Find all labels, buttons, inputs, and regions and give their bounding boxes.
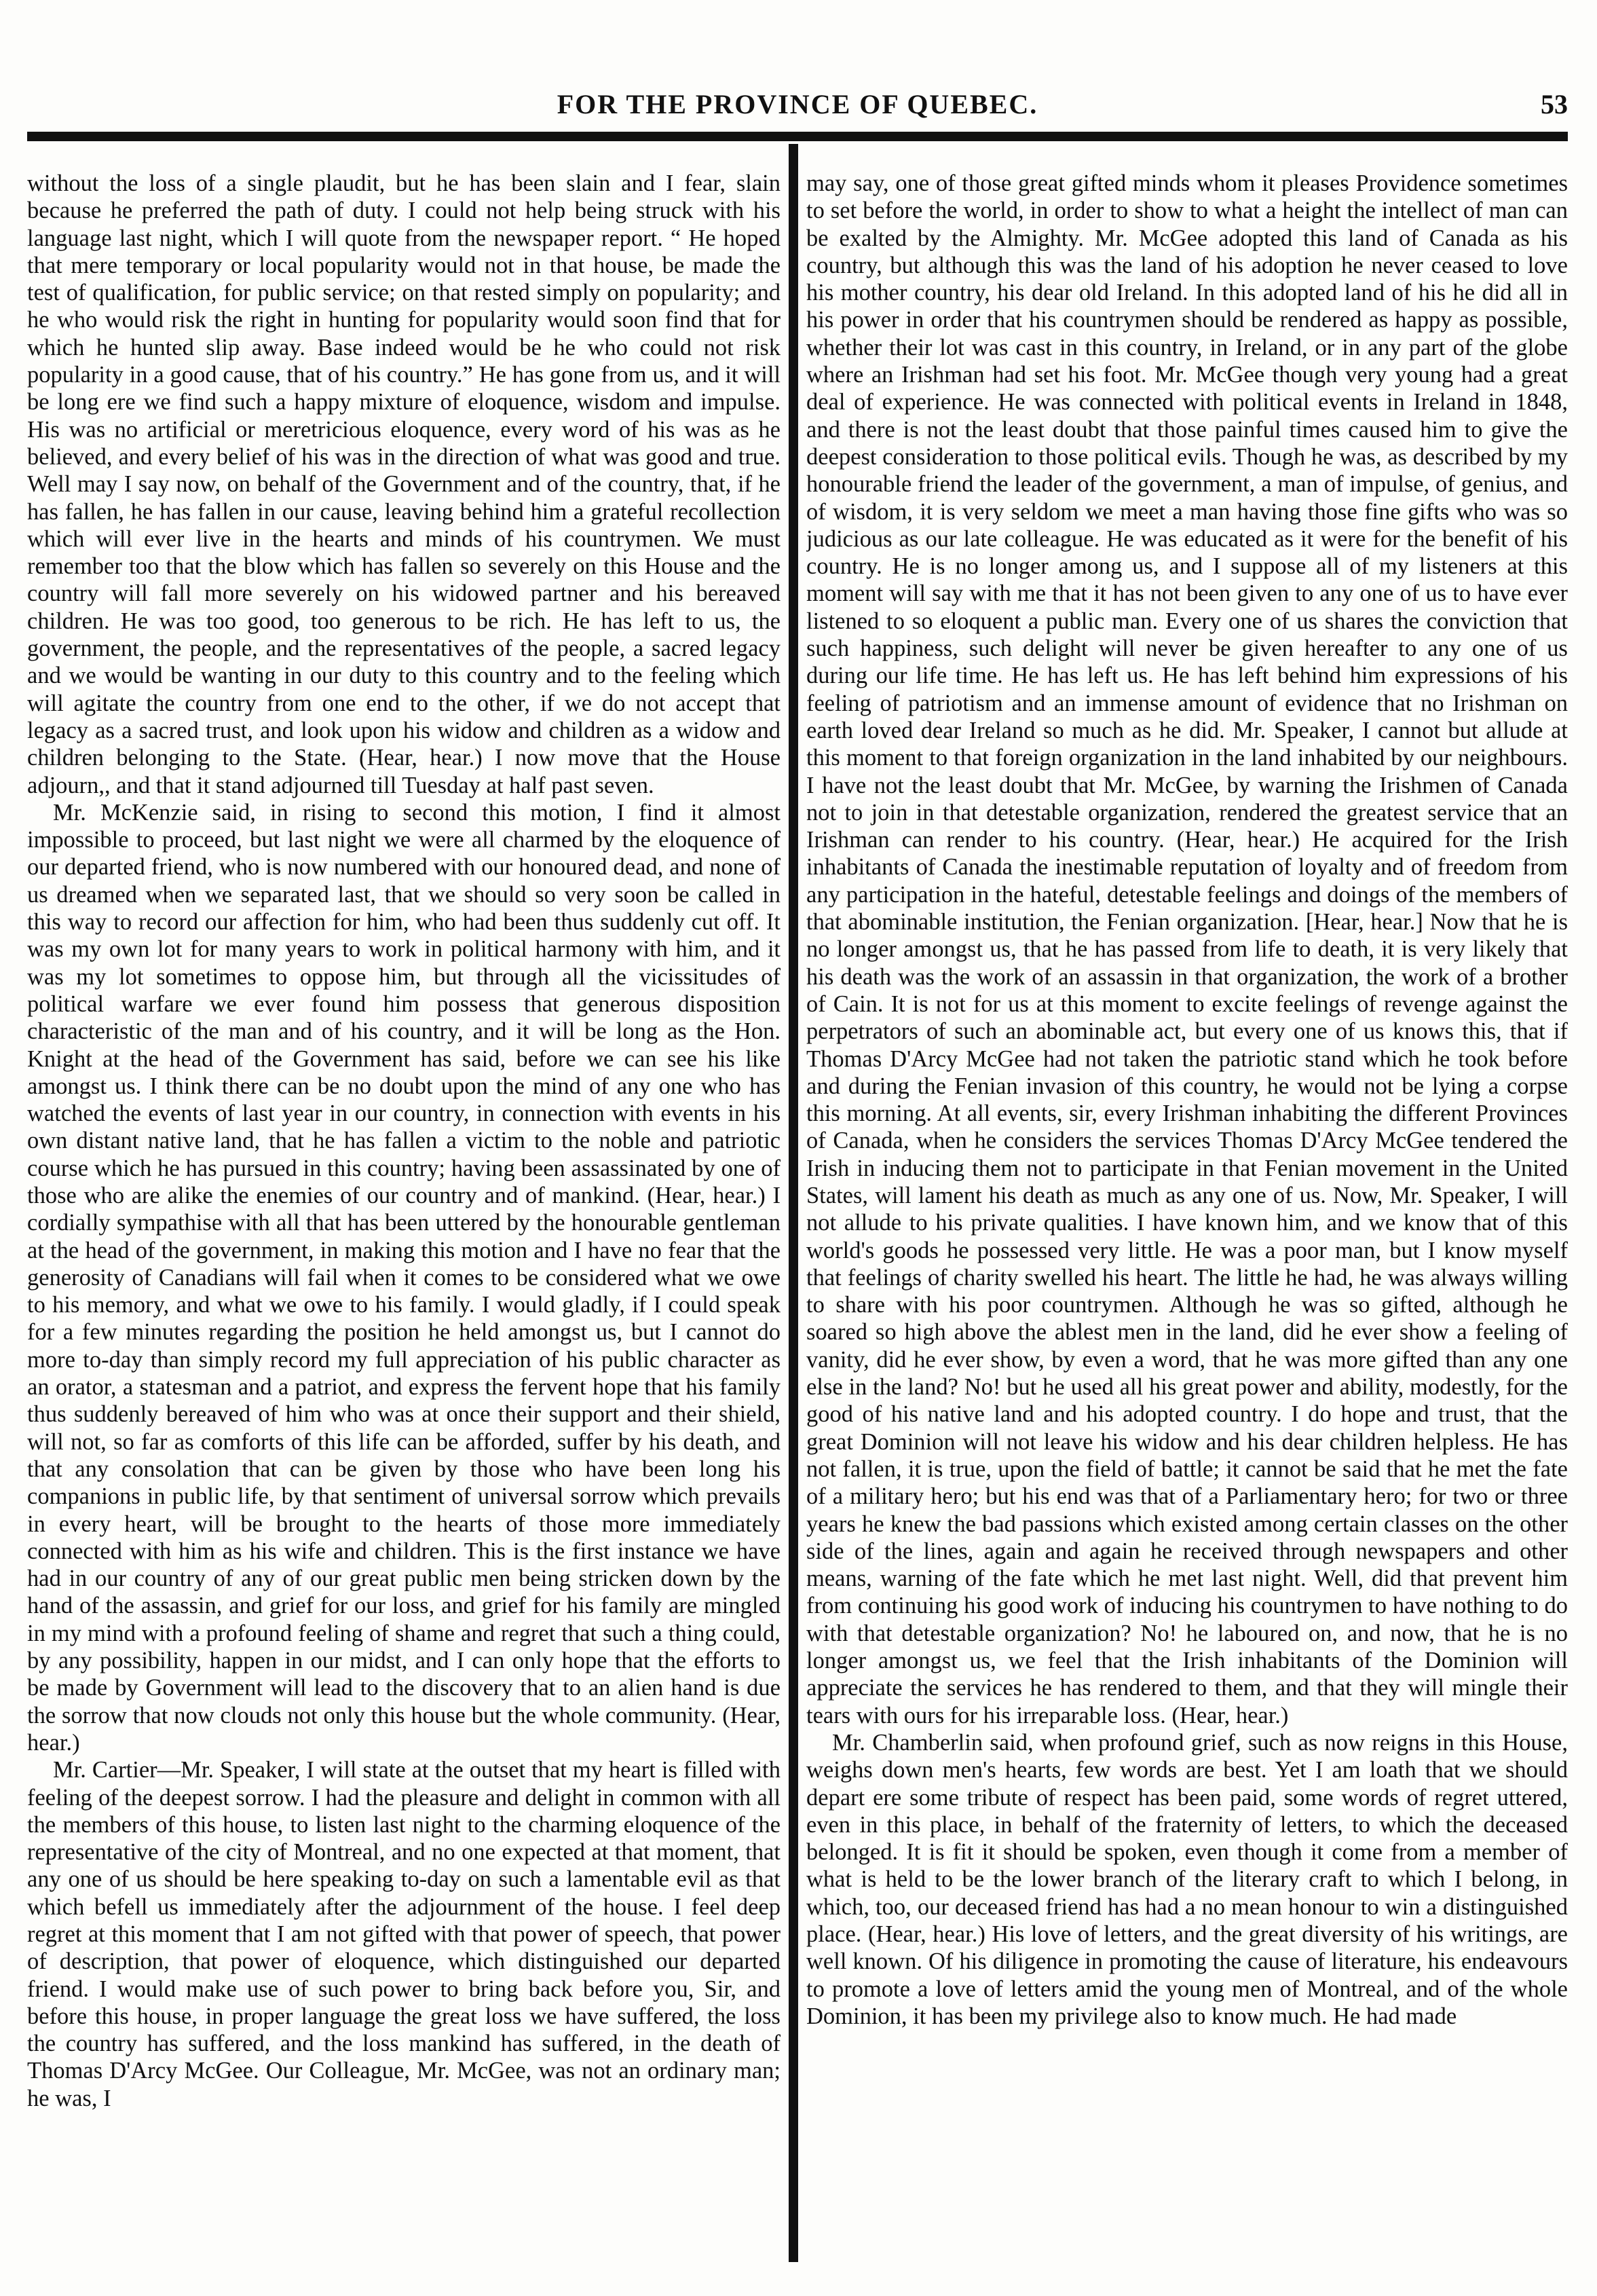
- right-column: [806, 170, 1568, 2254]
- paragraph-chamberlin-speech: Mr. Chamberlin said, when profound grief, such as now reigns in this House, weighs down men's hearts, few words are best. Yet I am loath that we should depart ere some tribute of respect has been paid, some words of regret uttered, even in this place, in behalf of the fraternity of letters, to which the deceased belonged. It is fit it should be spoken, even though it come from a member of what is held to be the lower branch of the literary craft to which I belong, in which, too, our deceased friend has had a no mean honour to win a distinguished place. (Hear, hear.) His love of letters, and the great diversity of his writings, are well known. Of his diligence in promoting the cause of literature, his endeavours to promote a love of letters amid the young men of Montreal, and of the whole Dominion, it has been my privilege also to know much. He had made: [806, 1729, 1568, 2029]
- page-number: 53: [1541, 89, 1568, 119]
- paragraph-mckenzie-speech: Mr. McKenzie said, in rising to second this motion, I find it almost impossible to proceed, but last night we were all charmed by the eloquence of our departed friend, who is now numbered with our honoured dead, and none of us dreamed when we separated last, that we should so very soon be called in this way to record our affection for him, who had been thus suddenly cut off. It was my own lot for many years to work in political harmony with him, and it was my lot sometimes to oppose him, but through all the vicissitudes of political warfare we ever found him possess that generous disposition characteristic of the man and of his country, and it will be long as the Hon. Knight at the head of the Government has said, before we can see his like amongst us. I think there can be no doubt upon the mind of any one who has watched the events of last year in our country, in connection with events in his own distant native land, that he has fallen a victim to the noble and patriotic course which he has pursued in this country; having been assassinated by one of those who are alike the enemies of our country and of mankind. (Hear, hear.) I cordially sympathise with all that has been uttered by the honourable gentleman at the head of the government, in making this motion and I have no fear that the generosity of Canadians will fail when it comes to be considered what we owe to his memory, and what we owe to his family. I would gladly, if I could speak for a few minutes regarding the position he held amongst us, but I cannot do more to-day than simply record my full appreciation of his public character as an orator, a statesman and a patriot, and express the fervent hope that his family thus suddenly bereaved of him who was at once their support and their shield, will not, so far as comforts of this life can be afforded, suffer by his death, and that any consolation that can be given by those who have been long his companions in public life, by that sentiment of universal sorrow which prevails in every heart, will be brought to the hearts of those more immediately connected with him as his wife and children. This is the first instance we have had in our country of any of our great public men being stricken down by the hand of the assassin, and grief for our loss, and grief for his family are mingled in my mind with a profound feeling of shame and regret that such a thing could, by any possibility, happen in our midst, and I can only hope that the efforts to be made by Government will lead to the discovery that to an alien hand is due the sorrow that now clouds not only this house but the whole community. (Hear, hear.): [27, 799, 781, 1756]
- column-divider: [789, 144, 798, 2262]
- header-rule: [27, 132, 1568, 141]
- running-head: FOR THE PROVINCE OF QUEBEC.: [557, 89, 1038, 119]
- paragraph-cartier-speech-continued: may say, one of those great gifted minds whom it pleases Providence sometimes to set before the world, in order to show to what a height the intellect of man can be exalted by the Almighty. Mr. McGee adopted this land of Canada as his country, but although this was the land of his adoption he never ceased to love his mother country, his dear old Ireland. In this adopted land of his he did all in his power in order that his countrymen should be rendered as happy as possible, whether their lot was cast in this country, in Ireland, or in any part of the globe where an Irishman had set his foot. Mr. McGee though very young had a great deal of experience. He was connected with political events in Ireland in 1848, and there is not the least doubt that those painful times caused him to give the deepest consideration to those political evils. Though he was, as described by my honourable friend the leader of the government, a man of impulse, of genius, and of wisdom, it is very seldom we meet a man having those fine gifts who was so judicious as our late colleague. He was educated as it were for the benefit of his country. He is no longer among us, and I suppose all of my listeners at this moment will say with me that it has not been given to any one of us to have ever listened to so eloquent a public man. Every one of us shares the conviction that such happiness, such delight will never be given hereafter to any one of us during our life time. He has left us. He has left behind him expressions of his feeling of patriotism and an immense amount of evidence that no Irishman on earth loved dear Ireland so much as he did. Mr. Speaker, I cannot but allude at this moment to that foreign organization in the land inhabited by our neighbours. I have not the least doubt that Mr. McGee, by warning the Irishmen of Canada not to join in that detestable organization, rendered the greatest service that an Irishman can render to his country. (Hear, hear.) He acquired for the Irish inhabitants of Canada the inestimable reputation of loyalty and of freedom from any participation in the hateful, detestable feelings and doings of the members of that abominable institution, the Fenian organization. [Hear, hear.] Now that he is no longer amongst us, that he has passed from life to death, it is very likely that his death was the work of an assassin in that organization, the work of a brother of Cain. It is not for us at this moment to excite feelings of revenge against the perpetrators of such an abominable act, but every one of us knows this, that if Thomas D'Arcy McGee had not taken the patriotic stand which he took before and during the Fenian invasion of this country, he would not be lying a corpse this morning. At all events, sir, every Irishman inhabiting the different Provinces of Canada, when he considers the services Thomas D'Arcy McGee tendered the Irish in inducing them not to participate in that Fenian movement in the United States, will lament his death as much as any one of us. Now, Mr. Speaker, I will not allude to his private qualities. I have known him, and we know that of this world's goods he possessed very little. He was a poor man, but I know myself that feelings of charity swelled his heart. The little he had, he was always willing to share with his poor countrymen. Although he was so gifted, although he soared so high above the ablest men in the land, did he ever show a feeling of vanity, did he ever show, by even a word, that he was more gifted than any one else in the land? No! but he used all his great power and ability, modestly, for the good of his native land and his adopted country. I do hope and trust, that the great Dominion will not leave his widow and his dear children helpless. He has not fallen, it is true, upon the field of battle; it cannot be said that he met the fate of a military hero; but his end was that of a Parliamentary hero; for two or three years he knew the bad passions which existed among certain classes on the other side of the lines, again and again he received through newspapers and other means, warning of the fate which he met last night. Well, did that prevent him from continuing his good work of inducing his countrymen to have nothing to do with that detestable organization? No! he laboured on, and now, that he is no longer amongst us, we feel that the Irish inhabitants of the Dominion will appreciate the services he has rendered to them, and that they will mingle their tears with ours for his irreparable loss. (Hear, hear.): [806, 170, 1568, 1728]
- page-header: [27, 88, 1568, 129]
- left-column: [27, 170, 781, 2254]
- paragraph-cartier-speech: Mr. Cartier—Mr. Speaker, I will state at the outset that my heart is filled with feeling of the deepest sorrow. I had the pleasure and delight in common with all the members of this house, to listen last night to the charming eloquence of the representative of the city of Montreal, and no one expected at that moment, that any one of us should be here speaking to-day on such a lamentable evil as that which befell us immediately after the adjournment of the house. I feel deep regret at this moment that I am not gifted with that power of speech, that power of description, that power of eloquence, which distinguished our departed friend. I would make use of such power to bring back before you, Sir, and before this house, in proper language the great loss we have suffered, the loss the country has suffered, and the loss mankind has suffered, in the death of Thomas D'Arcy McGee. Our Colleague, Mr. McGee, was not an ordinary man; he was, I: [27, 1757, 781, 2111]
- paragraph-macdonald-speech-end: without the loss of a single plaudit, but he has been slain and I fear, slain because he preferred the path of duty. I could not help being struck with his language last night, which I will quote from the newspaper report. “ He hoped that mere temporary or local popularity would not in that house, be made the test of qualification, for public service; on that rested simply on popularity; and he who would risk the right in hunting for popularity would soon find that for which he hunted slip away. Base indeed would be he who could not risk popularity in a good cause, that of his country.” He has gone from us, and it will be long ere we find such a happy mixture of eloquence, wisdom and impulse. His was no artificial or meretricious eloquence, every word of his was as he believed, and every belief of his was in the direction of what was good and true. Well may I say now, on behalf of the Government and of the country, that, if he has fallen, he has fallen in our cause, leaving behind him a grateful recollection which will ever live in the hearts and minds of his countrymen. We must remember too that the blow which has fallen so severely on this House and the country will fall more severely on his widowed partner and his bereaved children. He was too good, too generous to be rich. He has left to us, the government, the people, and the representatives of the people, a sacred legacy and we would be wanting in our duty to this country and to the feeling which will agitate the country from one end to the other, if we do not accept that legacy as a sacred trust, and look upon his widow and children as a widow and children belonging to the State. (Hear, hear.) I now move that the House adjourn,, and that it stand adjourned till Tuesday at half past seven.: [27, 170, 781, 798]
